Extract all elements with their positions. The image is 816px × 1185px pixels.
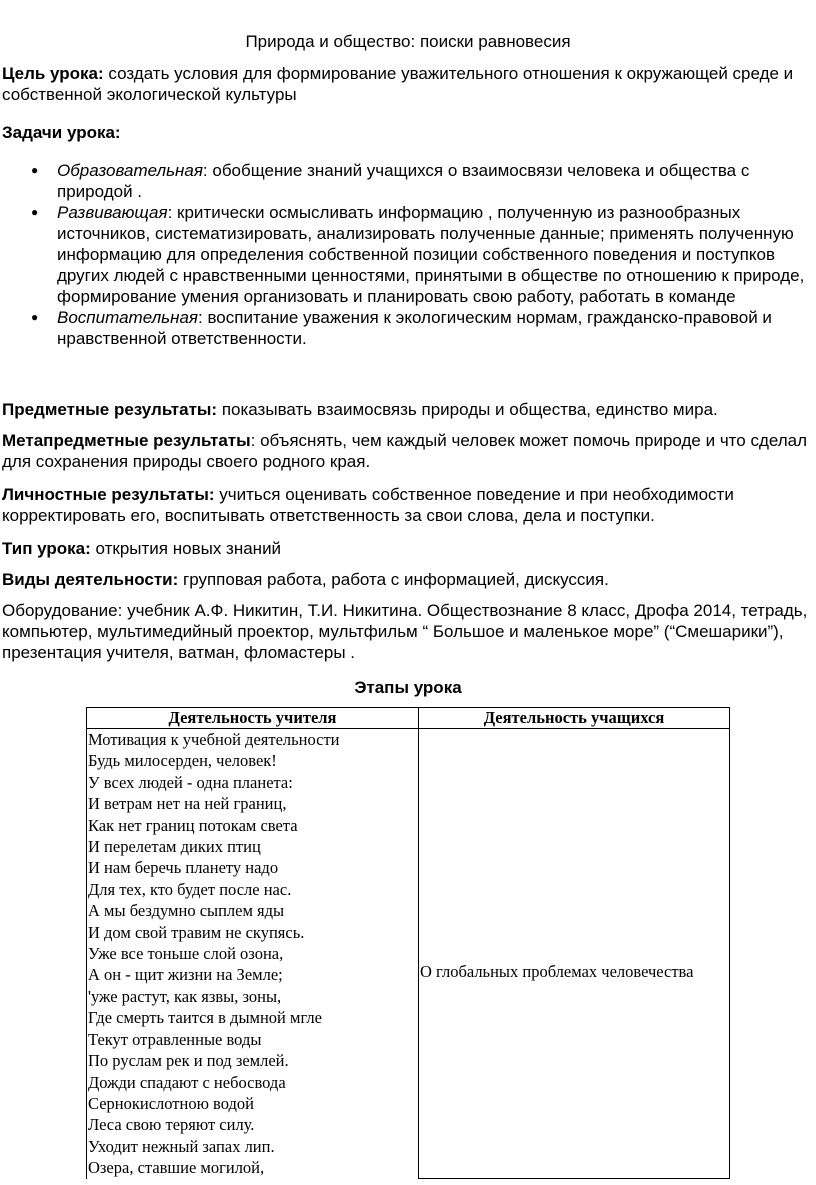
task-item <box>0 160 810 202</box>
personal-results-label: Личностные результаты: <box>2 485 215 504</box>
teacher-line: Уже все тоньше слой озона, <box>88 944 284 964</box>
tasks-list <box>0 160 810 349</box>
task-term: Развивающая <box>57 203 168 222</box>
goal-label: Цель урока: <box>2 64 104 83</box>
teacher-line: Где смерть таится в дымной мгле <box>88 1008 322 1028</box>
bullet-icon: ● <box>31 205 39 219</box>
teacher-line: Для тех, кто будет после нас. <box>88 879 292 899</box>
meta-results-text: : объяснять, чем каждый человек может помочь природе и что сделал для сохранения природы своего родного края. <box>2 431 808 471</box>
lesson-type-paragraph <box>2 538 810 559</box>
teacher-activity-cell <box>87 729 419 1179</box>
goal-text: создать условия для формирование уважительного отношения к окружающей среде и собственной экологической культуры <box>2 64 794 104</box>
lesson-type-text: открытия новых знаний <box>90 539 282 558</box>
student-activity-cell <box>419 729 730 1179</box>
teacher-line: Дожди спадают с небосвода <box>88 1072 286 1092</box>
task-item <box>0 307 810 349</box>
teacher-line: У всех людей - одна планета: <box>88 772 293 792</box>
task-term: Образовательная <box>57 161 203 180</box>
task-text: : обобщение знаний учащихся о взаимосвязи человека и общества с природой . <box>57 161 750 201</box>
activities-text: групповая работа, работа с информацией, дискуссия. <box>178 570 609 589</box>
activities-label: Виды деятельности: <box>2 570 179 589</box>
student-column-header: Деятельность учащихся <box>419 708 730 729</box>
personal-results-text: учиться оценивать собственное поведение и при необходимости корректировать его, воспитывать ответственность за свои слова, дела и поступки. <box>2 485 734 525</box>
teacher-line: И перелетам диких птиц <box>88 837 261 857</box>
teacher-line: Озера, ставшие могилой, <box>88 1158 265 1178</box>
teacher-line: А мы бездумно сыплем яды <box>88 901 285 921</box>
goal-paragraph <box>2 63 810 105</box>
teacher-line: Текут отравленные воды <box>88 1029 262 1049</box>
teacher-line: Уходит нежный запах лип. <box>88 1136 275 1156</box>
teacher-line: Как нет границ потокам света <box>88 815 298 835</box>
subject-results-paragraph <box>2 399 810 420</box>
personal-results-paragraph <box>2 484 810 526</box>
teacher-line: По руслам рек и под землей. <box>88 1051 289 1071</box>
subject-results-label: Предметные результаты: <box>2 400 218 419</box>
tasks-heading: Задачи урока: <box>2 123 121 142</box>
meta-results-label: Метапредметные результаты <box>2 431 251 450</box>
teacher-line: И ветрам нет на ней границ, <box>88 794 287 814</box>
activities-paragraph <box>2 569 810 590</box>
task-term: Воспитательная <box>57 308 198 327</box>
stages-title: Этапы урока <box>354 678 462 697</box>
table-header-row <box>87 708 730 729</box>
teacher-line: Мотивация к учебной деятельности <box>88 730 340 749</box>
stages-table <box>86 707 730 1179</box>
teacher-line: Будь милосерден, человек! <box>88 751 277 771</box>
student-activity-text: О глобальных проблемах человечества <box>420 961 694 981</box>
task-item <box>0 202 810 307</box>
table-row <box>87 729 730 1179</box>
task-text: : критически осмысливать информацию , полученную из разнообразных источников, систематизировать, анализировать полученные данные; применять полученную информацию для определения собственной позиции собственного поведения и поступков других людей с нравственными ценностями, принятыми в обществе по отношению к природе, формирование умения организовать и планировать свою работу, работать в команде <box>57 203 805 306</box>
equipment-paragraph: Оборудование: учебник А.Ф. Никитин, Т.И. Никитина. Обществознание 8 класс, Дрофа 2014, тетрадь, компьютер, мультимедийный проектор, мультфильм “ Большое и маленькое море” (“Смешарики”), презентация учителя, ватман, фломастеры . <box>2 601 808 662</box>
teacher-line: И нам беречь планету надо <box>88 858 279 878</box>
lesson-type-label: Тип урока: <box>2 539 91 558</box>
bullet-icon: ● <box>31 310 39 324</box>
page-title: Природа и общество: поиски равновесия <box>245 32 571 51</box>
bullet-icon: ● <box>31 163 39 177</box>
teacher-line: Сернокислотною водой <box>88 1093 254 1113</box>
teacher-line: А он - щит жизни на Земле; <box>88 965 283 985</box>
teacher-line: И дом свой травим не скупясь. <box>88 922 305 942</box>
meta-results-paragraph <box>2 430 810 472</box>
subject-results-text: показывать взаимосвязь природы и общества, единство мира. <box>217 400 718 419</box>
teacher-line: Леса свою теряют силу. <box>88 1115 255 1135</box>
task-text: : воспитание уважения к экологическим нормам, гражданско-правовой и нравственной ответственности. <box>57 308 772 348</box>
teacher-column-header: Деятельность учителя <box>87 708 419 729</box>
teacher-line: 'уже растут, как язвы, зоны, <box>88 986 282 1006</box>
